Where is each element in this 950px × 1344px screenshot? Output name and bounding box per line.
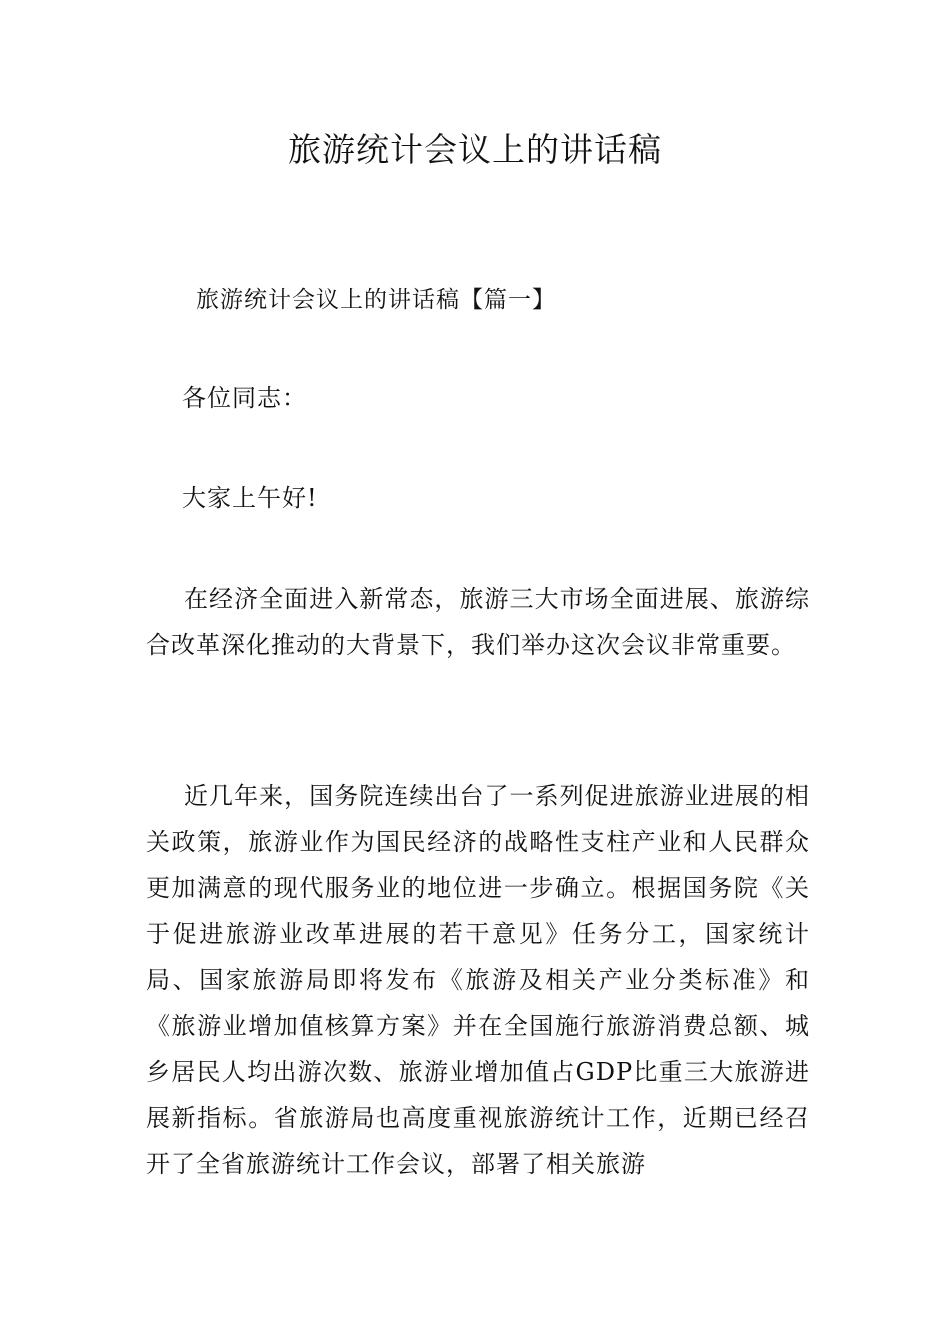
- document-title: 旅游统计会议上的讲话稿: [288, 130, 662, 169]
- greeting: 大家上午好!: [182, 484, 318, 512]
- paragraph-2: 近几年来，国务院连续出台了一系列促进旅游业进展的相关政策，旅游业作为国民经济的战略性支柱产业和人民群众更加满意的现代服务业的地位进一步确立。根据国务院《关于促进旅游业改革进展的若干意见》任务分工，国家统计局、国家旅游局即将发布《旅游及相关产业分类标准》和《旅游业增加值核算方案》并在全国施行旅游消费总额、城乡居民人均出游次数、旅游业增加值占GDP比重三大旅游进展新指标。省旅游局也高度重视旅游统计工作，近期已经召开了全省旅游统计工作会议，部署了相关旅游: [146, 782, 810, 1178]
- salutation: 各位同志：: [182, 384, 307, 412]
- paragraph-1: 在经济全面进入新常态，旅游三大市场全面进展、旅游综合改革深化推动的大背景下，我们举办这次会议非常重要。: [146, 585, 810, 659]
- section-heading: 旅游统计会议上的讲话稿【篇一】: [196, 287, 556, 313]
